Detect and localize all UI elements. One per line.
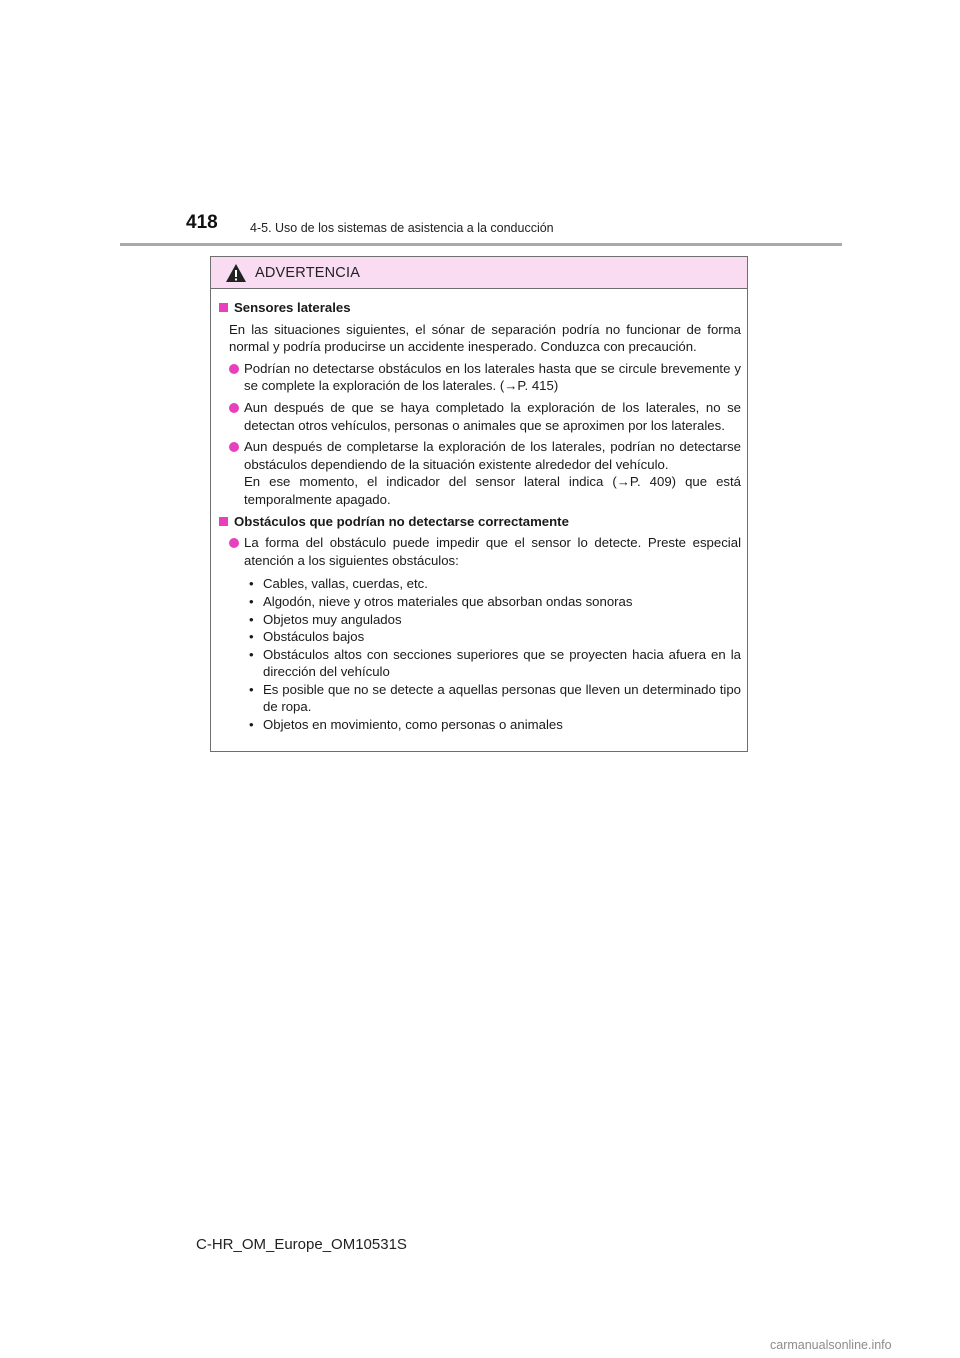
circle-bullet-icon: [229, 403, 239, 413]
square-bullet-icon: [219, 303, 228, 312]
section-heading-obstacles: Obstáculos que podrían no detectarse correctamente: [219, 513, 741, 531]
page-number: 418: [186, 212, 218, 233]
warning-header: [211, 257, 747, 289]
obstacle-item: • Objetos en movimiento, como personas o animales: [249, 717, 563, 733]
obstacle-item: • Obstáculos altos con secciones superiores que se proyecten hacia afuera en la dirección del vehículo: [249, 646, 741, 680]
header-divider: [120, 243, 842, 246]
warning-body: [211, 289, 747, 734]
warning-title: ADVERTENCIA: [255, 264, 361, 281]
warning-triangle-icon: [225, 263, 247, 283]
page-header: [0, 0, 960, 250]
section-intro: En las situaciones siguientes, el sónar de separación podría no funcionar de forma normal y podría producirse un accidente inesperado. Conduzca con precaución.: [229, 321, 741, 355]
obstacle-item: • Algodón, nieve y otros materiales que absorban ondas sonoras: [249, 593, 633, 609]
obstacle-item: • Objetos muy angulados: [249, 611, 402, 627]
obstacle-list: [219, 575, 741, 733]
obstacle-item: • Es posible que no se detecte a aquellas personas que lleven un determinado tipo de ropa.: [249, 681, 741, 715]
obstacle-item: • Cables, vallas, cuerdas, etc.: [249, 576, 428, 592]
section-heading-lateral-sensors: Sensores laterales: [219, 299, 741, 317]
document-code: C-HR_OM_Europe_OM10531S: [196, 1236, 407, 1253]
list-item: La forma del obstáculo puede impedir que el sensor lo detecte. Preste especial atención a los siguientes obstáculos:: [219, 534, 741, 569]
section-title: 4-5. Uso de los sistemas de asistencia a la conducción: [250, 221, 554, 235]
watermark: carmanualsonline.info: [770, 1338, 892, 1352]
obstacle-item: • Obstáculos bajos: [249, 629, 365, 645]
warning-box: [210, 256, 748, 752]
circle-bullet-icon: [229, 364, 239, 374]
square-bullet-icon: [219, 517, 228, 526]
circle-bullet-icon: [229, 538, 239, 548]
list-item: Aun después de completarse la exploración de los laterales, podrían no detectarse obstáculos dependiendo de la situación existente alrededor del vehículo. En ese momento, el indicador del sensor lateral indica (→P. 409) que está temporalmente apagado.: [219, 438, 741, 508]
circle-bullet-icon: [229, 442, 239, 452]
list-item: Podrían no detectarse obstáculos en los laterales hasta que se circule brevemente y se complete la exploración de los laterales. (→P. 415): [219, 360, 741, 395]
list-item: Aun después de que se haya completado la exploración de los laterales, no se detectan otros vehículos, personas o animales que se aproximen por los laterales.: [219, 399, 741, 434]
